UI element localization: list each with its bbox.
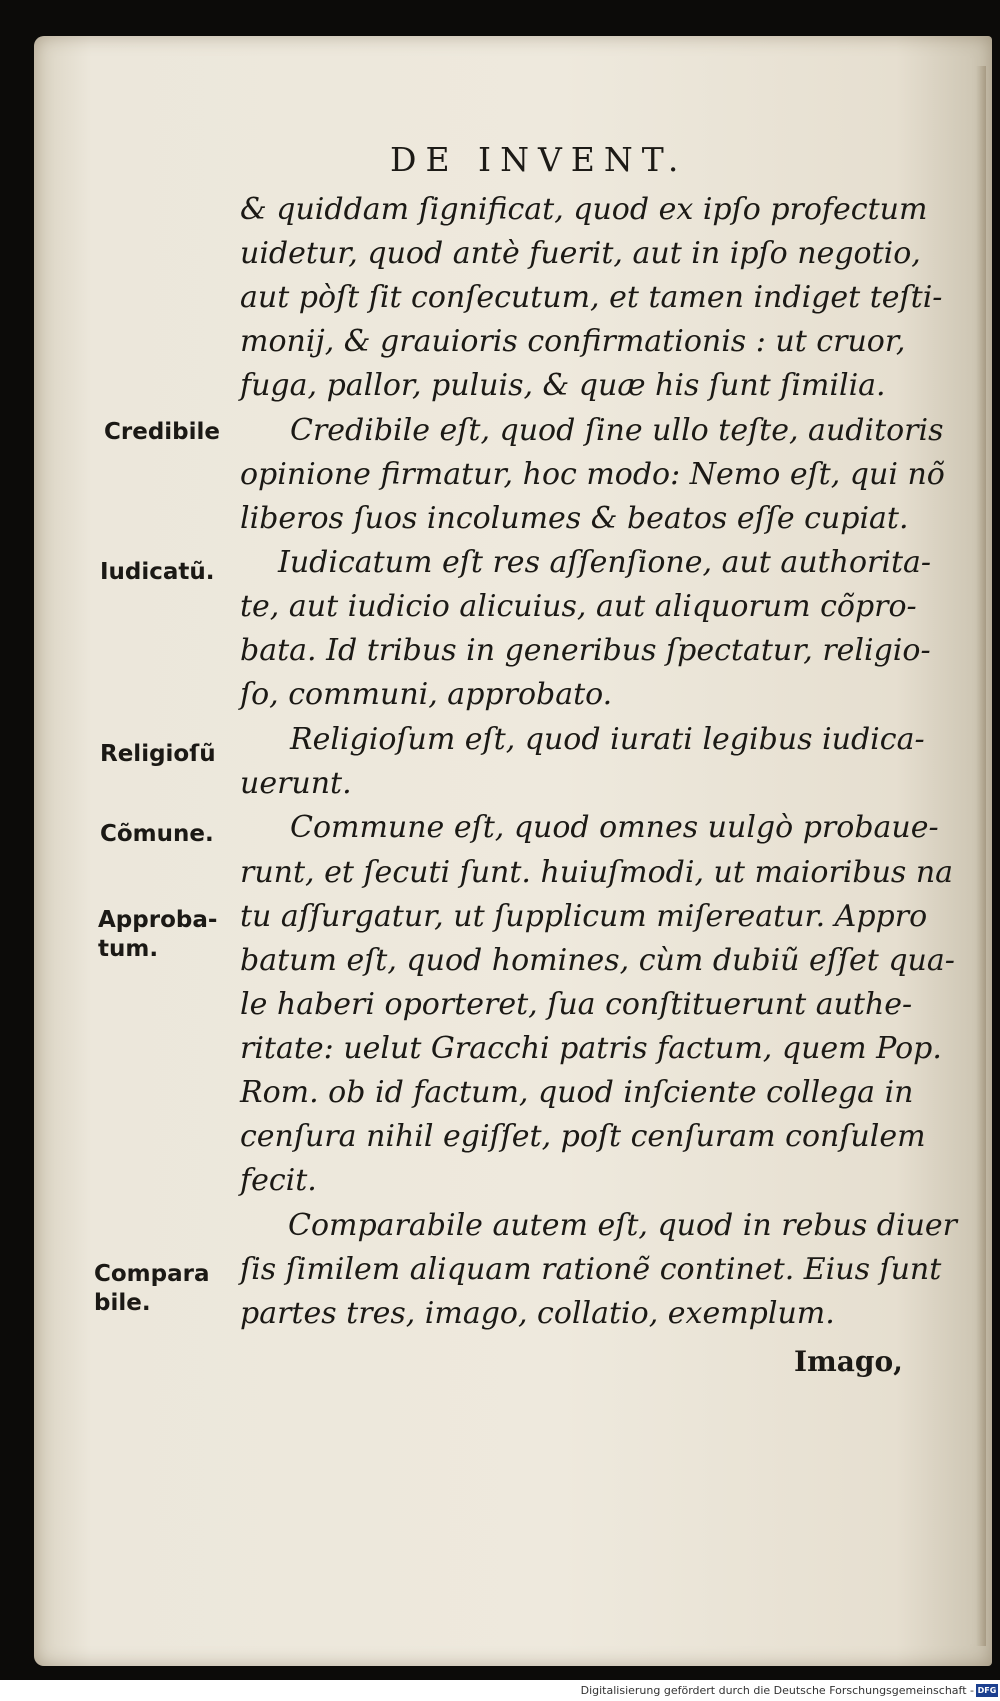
- text-line: Iudicatum eſt res aſſenſione, aut authorita-: [278, 545, 932, 580]
- running-head: DE INVENT.: [390, 140, 688, 179]
- text-line: partes tres, imago, collatio, exemplum.: [240, 1296, 835, 1331]
- text-line: Religioſum eſt, quod iurati legibus iudica-: [290, 722, 925, 757]
- text-line: runt, et ſecuti ſunt. huiuſmodi, ut maioribus na: [240, 855, 954, 890]
- text-line: aut pòſt ſit conſecutum, et tamen indiget teſti-: [240, 280, 943, 315]
- text-line: ritate: uelut Gracchi patris factum, quem Pop.: [240, 1031, 942, 1066]
- catchword: Imago,: [794, 1345, 903, 1378]
- text-line: ſis ſimilem aliquam rationẽ continet. Eius ſunt: [240, 1252, 942, 1287]
- footer-credit: Digitalisierung gefördert durch die Deutsche Forschungsgemeinschaft -: [580, 1684, 974, 1697]
- text-line: le haberi oporteret, ſua conſtituerunt authe-: [240, 987, 913, 1022]
- page-edge-shadow: [976, 66, 986, 1646]
- text-line: Rom. ob id factum, quod inſciente collega in: [240, 1075, 914, 1110]
- text-line: uerunt.: [240, 766, 352, 801]
- text-line: uidetur, quod antè fuerit, aut in ipſo negotio,: [240, 236, 921, 271]
- text-line: tu aſſurgatur, ut ſupplicum miſereatur. Appro: [240, 899, 928, 934]
- text-line: Comparabile autem eſt, quod in rebus diuer: [288, 1208, 957, 1243]
- margin-note-credibile: Credibile: [104, 419, 220, 445]
- text-line: Commune eſt, quod omnes uulgò probaue-: [290, 810, 939, 845]
- text-line: monij, & grauioris confirmationis : ut cruor,: [240, 324, 906, 359]
- text-line: bata. Id tribus in generibus ſpectatur, religio-: [240, 633, 931, 668]
- margin-note-approbatum: Approba- tum.: [98, 907, 218, 962]
- text-line: te, aut iudicio alicuius, aut aliquorum cõpro-: [240, 589, 917, 624]
- text-line: & quiddam ſignificat, quod ex ipſo profectum: [240, 192, 928, 227]
- text-line: fuga, pallor, puluis, & quæ his ſunt ſimilia.: [240, 368, 886, 403]
- text-line: opinione firmatur, hoc modo: Nemo eſt, qui nõ: [240, 457, 945, 492]
- text-line: cenſura nihil egiſſet, poſt cenſuram conſulem: [240, 1119, 926, 1154]
- text-line: batum eſt, quod homines, cùm dubiũ eſſet qua-: [240, 943, 955, 978]
- text-line: Credibile eſt, quod ſine ullo teſte, auditoris: [290, 413, 944, 448]
- dfg-logo: DFG: [977, 1686, 997, 1695]
- margin-note-commune: Cõmune.: [100, 821, 214, 847]
- margin-note-religiosum: Religioſũ: [100, 741, 216, 767]
- text-line: fecit.: [240, 1163, 317, 1198]
- text-line: ſo, communi, approbato.: [240, 677, 613, 712]
- digitization-footer: [0, 1680, 1000, 1701]
- margin-note-comparabile: Compara bile.: [94, 1261, 210, 1316]
- margin-note-iudicatum: Iudicatũ.: [100, 559, 215, 585]
- text-line: liberos ſuos incolumes & beatos eſſe cupiat.: [240, 501, 909, 536]
